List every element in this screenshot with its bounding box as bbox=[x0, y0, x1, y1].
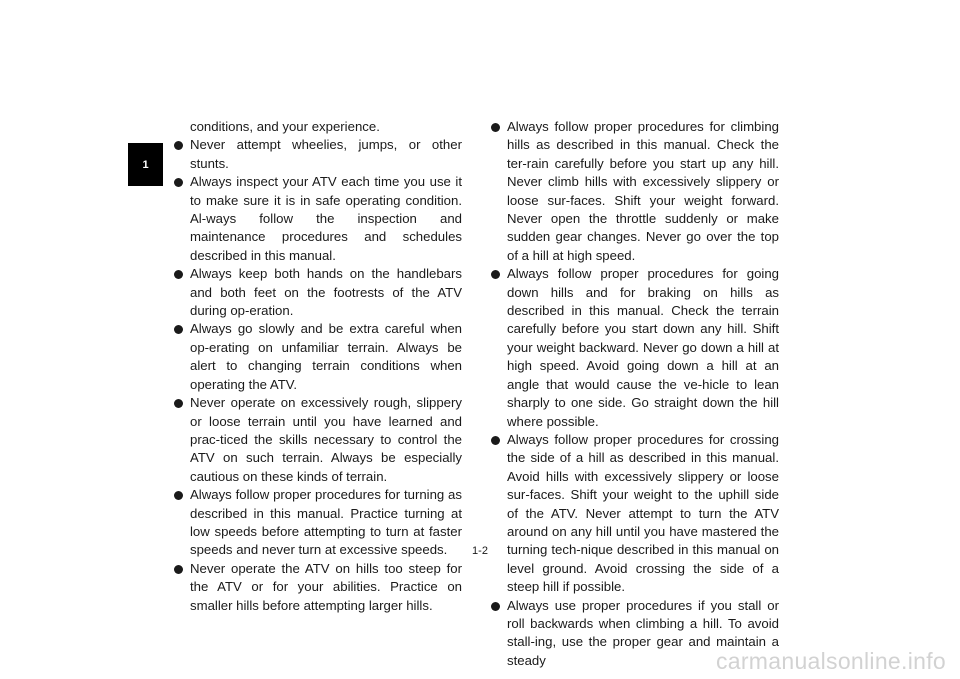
bullet-icon bbox=[491, 270, 500, 279]
list-item: Always keep both hands on the handlebars and both feet on the footrests of the ATV during op-eration. bbox=[173, 265, 462, 320]
list-item: Always follow proper procedures for turning as described in this manual. Practice turning at low speeds before attempting to turn at faster speeds and never turn at excessive speeds. bbox=[173, 486, 462, 560]
bullet-icon bbox=[174, 325, 183, 334]
list-item: Always go slowly and be extra careful when op-erating on unfamiliar terrain. Always be alert to changing terrain conditions when operating the ATV. bbox=[173, 320, 462, 394]
list-item: Never operate the ATV on hills too steep for the ATV or for your abilities. Practice on smaller hills before attempting larger hills. bbox=[173, 560, 462, 615]
continuation-text: conditions, and your experience. bbox=[190, 119, 380, 134]
bullet-icon bbox=[174, 141, 183, 150]
bullet-icon bbox=[491, 602, 500, 611]
bullet-icon bbox=[174, 399, 183, 408]
bullet-icon bbox=[174, 178, 183, 187]
watermark: carmanualsonline.info bbox=[715, 648, 946, 674]
list-item: Always use proper procedures if you stall or roll backwards when climbing a hill. To avoid stall-ing, use the proper gear and maintain a steady bbox=[490, 597, 779, 671]
list-item: Always inspect your ATV each time you use it to make sure it is in safe operating condition. Al-ways follow the inspection and maintenance procedures and schedules described in this manual. bbox=[173, 173, 462, 265]
bullet-icon bbox=[174, 565, 183, 574]
chapter-tab-label: 1 bbox=[142, 158, 149, 171]
list-item: Always follow proper procedures for crossing the side of a hill as described in this manual. Avoid hills with excessively slippery or loose sur-faces. Shift your weight to the uphill side of the ATV. Never attempt to turn the ATV around on any hill until you have mastered the turning tech-nique described in this manual on level ground. Avoid crossing the side of a steep hill if possible. bbox=[490, 431, 779, 597]
bullet-icon bbox=[174, 491, 183, 500]
left-bullet-list bbox=[173, 136, 462, 615]
left-column bbox=[173, 118, 462, 615]
right-bullet-list bbox=[490, 118, 779, 670]
page-number: 1-2 bbox=[472, 545, 488, 557]
chapter-tab bbox=[128, 143, 163, 186]
bullet-icon bbox=[174, 270, 183, 279]
bullet-icon bbox=[491, 123, 500, 132]
bullet-icon bbox=[491, 436, 500, 445]
list-item: Always follow proper procedures for going down hills and for braking on hills as described in this manual. Check the terrain carefully before you start down any hill. Shift your weight backward. Never go down a hill at high speed. Avoid going down a hill at an angle that would cause the ve-hicle to lean sharply to one side. Go straight down the hill where possible. bbox=[490, 265, 779, 431]
right-column bbox=[490, 118, 779, 670]
list-item: Never attempt wheelies, jumps, or other stunts. bbox=[173, 136, 462, 173]
list-item: Never operate on excessively rough, slippery or loose terrain until you have learned and prac-ticed the skills necessary to control the ATV on such terrain. Always be especially cautious on these kinds of terrain. bbox=[173, 394, 462, 486]
list-item: Always follow proper procedures for climbing hills as described in this manual. Check the ter-rain carefully before you start up any hill. Never climb hills with excessively slippery or loose sur-faces. Shift your weight forward. Never open the throttle suddenly or make sudden gear changes. Never go over the top of a hill at high speed. bbox=[490, 118, 779, 265]
